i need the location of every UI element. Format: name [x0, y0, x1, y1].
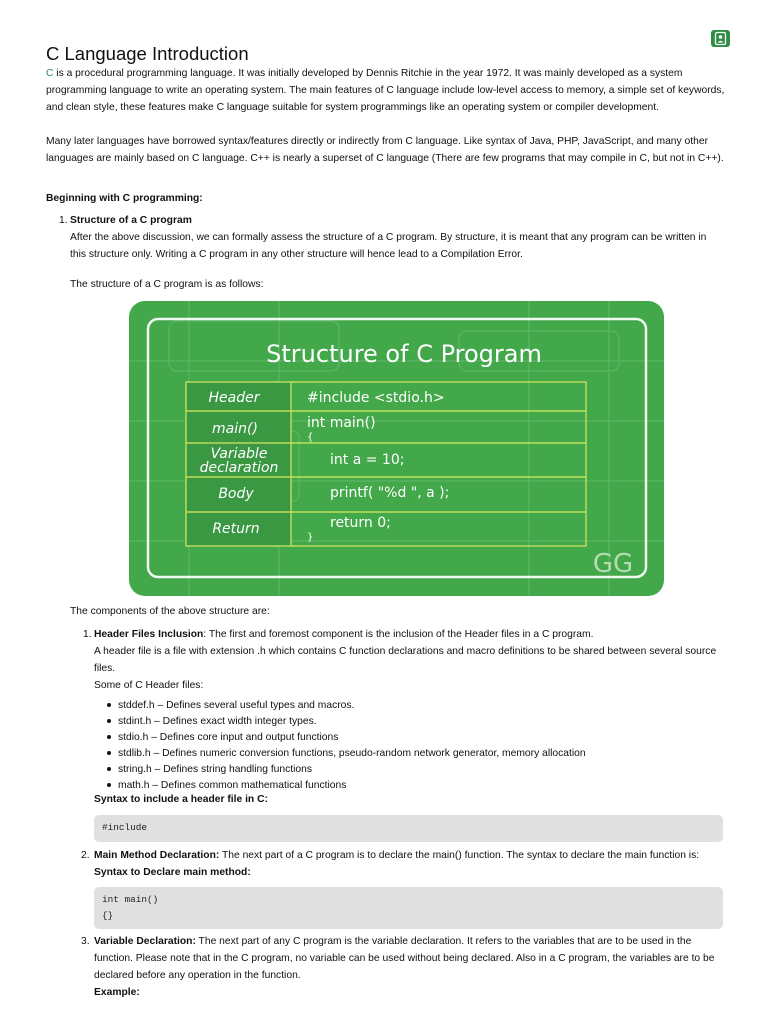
diagram-code-printf: printf( "%d ", a ); [330, 485, 450, 501]
list-item: string.h – Defines string handling functions [118, 761, 586, 778]
item-title: Structure of a C program [70, 215, 192, 226]
component-variable-declaration: 3. Variable Declaration: The next part of any C program is the variable declaration. It refers to the variables that are to be used in the function. Please note that in the C program, no variable can be used without being declared. Also in a C program, the variables are to be declared before any operation in the function. Example: [81, 936, 715, 998]
diagram-code-main: int main() [307, 415, 376, 431]
section-heading: Beginning with C programming: [46, 193, 203, 204]
intro-paragraph-1: C is a procedural programming language. It was initially developed by Dennis Ritchie in the year 1972. It was mainly developed as a system programming language to write an operating system. The main features of C language include low-level access to memory, a simple set of keywords, and clean style, these features make C language suitable for system programmings like an operating system or compiler development. [46, 68, 725, 113]
diagram-title: Structure of C Program [266, 340, 542, 368]
page-title: C Language Introduction [46, 43, 249, 64]
c-link[interactable]: C [46, 68, 54, 79]
diagram-label-main: main() [212, 421, 258, 437]
components-intro: The components of the above structure are: [70, 606, 270, 617]
diagram-label-variable: Variable [210, 446, 268, 462]
list-item-structure: 1. Structure of a C program After the above discussion, we can formally assess the structure of a C program. By structure, it is meant that any program can be written in this structure only. Writing a C program in any other structure will hence lead to a Compilation Error. [59, 215, 707, 260]
list-item: stddef.h – Defines several useful types and macros. [118, 697, 586, 714]
diagram-code-variable: int a = 10; [330, 452, 405, 468]
user-icon[interactable] [711, 30, 730, 47]
structure-intro: The structure of a C program is as follows: [70, 279, 264, 290]
code-block-main: int main() {} [94, 887, 723, 929]
component-header-files: 1. Header Files Inclusion: The first and foremost component is the inclusion of the Header files in a C program. A header file is a file with extension .h which contains C function declarations and macro definitions to be shared between several source files. Some of C Header files: [83, 629, 717, 691]
diagram-code-return: return 0; [330, 515, 391, 531]
list-item: stdio.h – Defines core input and output functions [118, 729, 586, 746]
diagram-label-declaration: declaration [199, 460, 279, 476]
header-files-list [118, 697, 586, 794]
diagram-code-include: #include <stdio.h> [307, 390, 445, 406]
item-description: After the above discussion, we can formally assess the structure of a C program. By structure, it is meant that any program can be written in this structure only. Writing a C program in any other structure will hence lead to a Compilation Error. [70, 232, 707, 260]
gfg-logo: GG [592, 549, 634, 579]
intro-paragraph-2: Many later languages have borrowed syntax/features directly or indirectly from C language. Like syntax of Java, PHP, JavaScript, and many other languages are mainly based on C language. C++ is nearly a superset of C language (There are few programs that may compile in C, but not in C++). [46, 136, 724, 164]
component-main-method: 2. Main Method Declaration: The next part of a C program is to declare the main() function. The syntax to declare the main function is: Syntax to Declare main method: [81, 850, 700, 878]
list-item: math.h – Defines common mathematical functions [118, 777, 586, 794]
code-block-include: #include [94, 815, 723, 842]
list-item: stdint.h – Defines exact width integer types. [118, 713, 586, 730]
diagram-label-return: Return [212, 521, 260, 537]
diagram-code-open-brace: { [307, 432, 314, 443]
diagram-code-close-brace: } [307, 532, 314, 543]
syntax-label-header: Syntax to include a header file in C: [94, 794, 268, 805]
structure-diagram [129, 301, 664, 596]
diagram-label-header: Header [208, 390, 260, 406]
diagram-label-body: Body [218, 486, 254, 502]
list-item: stdlib.h – Defines numeric conversion functions, pseudo-random network generator, memory allocation [118, 745, 586, 762]
